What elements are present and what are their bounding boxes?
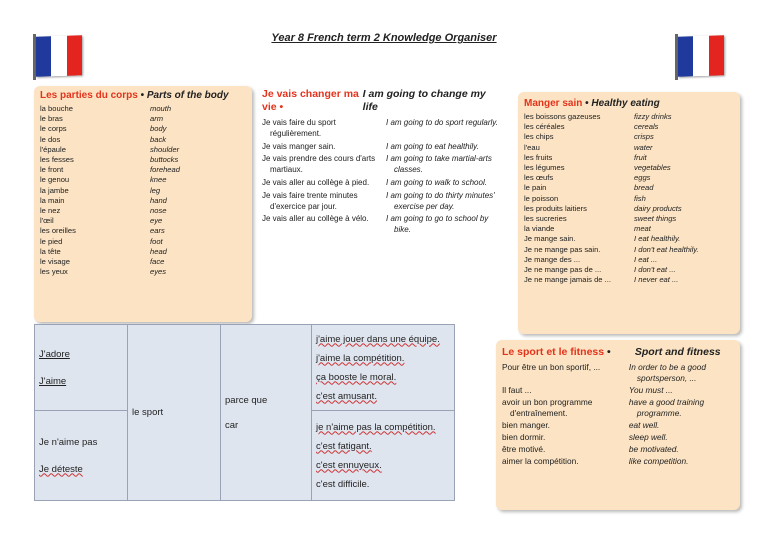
french-term: Je ne mange jamais de ...	[524, 275, 611, 285]
positive-cell	[35, 325, 128, 411]
english-term: I never eat ...	[634, 275, 679, 285]
english-term: arm	[150, 114, 164, 124]
english-term: fish	[634, 193, 646, 203]
vocab-row	[524, 183, 734, 193]
vocab-row	[40, 206, 246, 216]
english-term: In order to be a good sportsperson, ...	[628, 362, 706, 383]
french-term: le pied	[40, 236, 63, 246]
heading-fr: Je vais changer ma vie	[262, 88, 359, 113]
english-term: leg	[150, 185, 161, 195]
english-term: mouth	[150, 104, 172, 113]
french-term: la tête	[40, 246, 61, 256]
vocab-row	[502, 385, 734, 396]
french-term: la bouche	[40, 104, 73, 113]
sport-heading: Le sport et le fitness • Sport and fitness	[502, 346, 734, 359]
vocab-row	[262, 118, 502, 140]
english-term: You must ...	[628, 385, 673, 395]
french-term: le genou	[40, 175, 70, 185]
english-term: I am going to do sport regularly.	[386, 118, 498, 127]
english-term: bread	[634, 183, 654, 193]
english-term: I don't eat ...	[634, 265, 676, 275]
vocab-row	[524, 204, 734, 214]
body-parts-box	[34, 86, 252, 322]
eating-list	[524, 112, 734, 285]
vocab-row	[524, 245, 734, 255]
english-term: eye	[150, 216, 163, 226]
french-term: la jambe	[40, 185, 69, 195]
vocab-row	[524, 132, 734, 142]
vocab-row	[502, 362, 734, 384]
heading-en: Parts of the body	[146, 90, 229, 101]
opinion-negative: Je n'aime pas	[39, 436, 98, 448]
vocab-row	[524, 265, 734, 275]
french-term: les boissons gazeuses	[524, 112, 601, 121]
english-term: fruit	[634, 152, 647, 162]
vocab-row	[502, 432, 734, 443]
english-term: dairy products	[634, 203, 682, 213]
english-term: be motivated.	[628, 444, 679, 454]
french-term: Je ne mange pas de ...	[524, 265, 602, 275]
vocab-row	[40, 135, 246, 145]
french-term: les fesses	[40, 155, 74, 165]
french-term: Je vais manger sain.	[262, 141, 336, 151]
connector: parce que	[225, 394, 268, 406]
vocab-row	[262, 191, 502, 213]
reason: ça booste le moral.	[316, 371, 397, 383]
french-term: Je mange des ...	[524, 254, 581, 264]
english-term: forehead	[150, 165, 180, 175]
vocab-row	[40, 267, 246, 277]
reason: j'aime la compétition.	[316, 352, 405, 364]
vocab-row	[40, 257, 246, 267]
negative-reasons-cell	[312, 411, 455, 501]
reason: j'aime jouer dans une équipe.	[316, 333, 440, 345]
french-term: Je vais prendre des cours d'arts martiaux.	[262, 154, 376, 175]
french-flag-icon	[36, 35, 82, 77]
french-term: le visage	[40, 257, 70, 267]
heading-fr: Manger sain	[524, 98, 583, 109]
subject-cell: le sport	[128, 325, 221, 501]
french-term: le front	[40, 165, 64, 175]
english-term: vegetables	[634, 163, 671, 173]
vocab-row	[40, 165, 246, 175]
heading-fr: Le sport et le fitness	[502, 346, 605, 358]
english-term: buttocks	[150, 155, 179, 165]
french-term: être motivé.	[502, 444, 546, 454]
english-term: I am going to eat healthily.	[386, 141, 479, 151]
body-parts-list	[40, 104, 246, 277]
english-term: I eat healthily.	[634, 234, 681, 244]
english-term: I am going to go to school by bike.	[386, 214, 489, 235]
french-term: bien manger.	[502, 420, 550, 430]
english-term: water	[634, 142, 653, 152]
vocab-row	[262, 154, 502, 176]
french-term: les sucreries	[524, 214, 567, 224]
french-term: bien dormir.	[502, 432, 546, 442]
vocab-row	[40, 145, 246, 155]
reason: je n'aime pas la compétition.	[316, 421, 436, 433]
vocab-row	[40, 247, 246, 257]
vocab-row	[524, 224, 734, 234]
english-term: foot	[150, 236, 163, 246]
vocab-row	[40, 186, 246, 196]
english-term: I am going to walk to school.	[386, 177, 487, 187]
french-term: Je ne mange pas sain.	[524, 244, 601, 254]
french-term: les oreilles	[40, 226, 76, 236]
english-term: ears	[150, 226, 165, 236]
french-term: Il faut ...	[502, 385, 532, 395]
eating-heading: Manger sain • Healthy eating	[524, 98, 660, 109]
french-term: le pain	[524, 183, 547, 193]
french-term: aimer la compétition.	[502, 456, 579, 466]
french-term: les yeux	[40, 267, 68, 277]
english-term: eat well.	[628, 420, 660, 430]
french-term: Je vais aller au collège à vélo.	[262, 214, 369, 224]
vocab-row	[524, 112, 734, 122]
french-term: avoir un bon programme d'entraînement.	[502, 397, 593, 418]
french-term: le dos	[40, 134, 61, 144]
body-parts-heading: Les parties du corps • Parts of the body	[40, 90, 229, 101]
vocab-row	[524, 194, 734, 204]
vocab-row	[502, 444, 734, 455]
vocab-row	[40, 104, 246, 114]
connector: car	[225, 419, 239, 431]
reason: c'est fatigant.	[316, 440, 372, 452]
french-term: le nez	[40, 206, 61, 216]
vocab-row	[40, 237, 246, 247]
english-term: sleep well.	[628, 432, 668, 442]
french-term: les chips	[524, 132, 554, 142]
english-term: body	[150, 124, 167, 134]
french-term: Pour être un bon sportif, ...	[502, 362, 601, 372]
english-term: hand	[150, 195, 167, 205]
french-term: Je vais aller au collège à pied.	[262, 177, 370, 187]
vocab-row	[262, 214, 502, 236]
future-heading: Je vais changer ma vie • I am going to change my life	[262, 88, 502, 114]
connector-cell	[221, 325, 312, 501]
french-term: Je vais faire trente minutes d'exercice par jour.	[262, 190, 358, 211]
french-term: Je mange sain.	[524, 234, 576, 244]
english-term: meat	[634, 224, 651, 234]
reason: c'est ennuyeux.	[316, 459, 382, 471]
vocab-row	[524, 173, 734, 183]
english-term: crisps	[634, 132, 654, 142]
french-term: Je vais faire du sport régulièrement.	[262, 118, 336, 138]
vocab-row	[40, 226, 246, 236]
vocab-row	[40, 114, 246, 124]
vocab-row	[524, 234, 734, 244]
french-term: les céréales	[524, 122, 565, 132]
vocab-row	[524, 143, 734, 153]
french-term: le bras	[40, 114, 63, 124]
english-term: I eat ...	[634, 254, 658, 264]
english-term: I am going to take martial-arts classes.	[386, 154, 492, 175]
opinions-table	[34, 324, 455, 501]
heading-fr: Les parties du corps	[40, 90, 138, 101]
french-term: la viande	[524, 224, 555, 234]
english-term: back	[150, 134, 167, 144]
opinion-positive: J'adore	[39, 348, 70, 360]
sport-fitness-box	[496, 340, 740, 510]
vocab-row	[502, 456, 734, 467]
vocab-row	[524, 275, 734, 285]
vocab-row	[262, 142, 502, 153]
heading-en: I am going to change my life	[362, 88, 486, 113]
english-term: like competition.	[628, 456, 689, 466]
heading-en: Sport and fitness	[634, 346, 721, 358]
french-term: les fruits	[524, 152, 553, 162]
english-term: have a good training programme.	[628, 397, 705, 418]
english-term: I don't eat healthily.	[634, 244, 699, 254]
english-term: eggs	[634, 173, 651, 183]
french-term: l'œil	[40, 216, 54, 226]
vocab-row	[524, 153, 734, 163]
reason: c'est amusant.	[316, 390, 377, 402]
french-term: l'épaule	[40, 144, 66, 154]
vocab-row	[40, 216, 246, 226]
healthy-eating-box	[518, 92, 740, 334]
vocab-row	[524, 163, 734, 173]
heading-en: Healthy eating	[591, 98, 660, 109]
reason: c'est difficile.	[316, 478, 370, 490]
english-term: cereals	[634, 122, 659, 132]
french-term: le poisson	[524, 193, 559, 203]
vocab-row	[524, 255, 734, 265]
vocab-row	[262, 178, 502, 189]
opinion-negative: Je déteste	[39, 463, 83, 475]
english-term: fizzy drinks	[634, 112, 672, 121]
vocab-row	[40, 155, 246, 165]
english-term: I am going to do thirty minutes' exercise per day.	[386, 190, 495, 211]
future-plans-section	[262, 88, 502, 238]
french-term: les légumes	[524, 163, 565, 173]
opinion-positive: J'aime	[39, 375, 67, 387]
vocab-row	[524, 214, 734, 224]
future-list	[262, 118, 502, 236]
french-term: le corps	[40, 124, 67, 134]
french-flag-icon	[678, 35, 724, 77]
french-term: la main	[40, 195, 65, 205]
english-term: face	[150, 257, 165, 267]
negative-cell	[35, 411, 128, 501]
english-term: knee	[150, 175, 167, 185]
positive-reasons-cell	[312, 325, 455, 411]
vocab-row	[40, 175, 246, 185]
english-term: sweet things	[634, 214, 677, 224]
english-term: nose	[150, 206, 167, 216]
vocab-row	[524, 122, 734, 132]
vocab-row	[502, 397, 734, 419]
vocab-row	[502, 420, 734, 431]
english-term: eyes	[150, 267, 167, 277]
vocab-row	[40, 124, 246, 134]
french-term: les œufs	[524, 173, 554, 183]
english-term: shoulder	[150, 144, 180, 154]
french-term: les produits laitiers	[524, 203, 587, 213]
french-term: l'eau	[524, 142, 540, 152]
sport-list	[502, 362, 734, 467]
vocab-row	[40, 196, 246, 206]
page-title: Year 8 French term 2 Knowledge Organiser	[271, 32, 497, 44]
english-term: head	[150, 246, 167, 256]
